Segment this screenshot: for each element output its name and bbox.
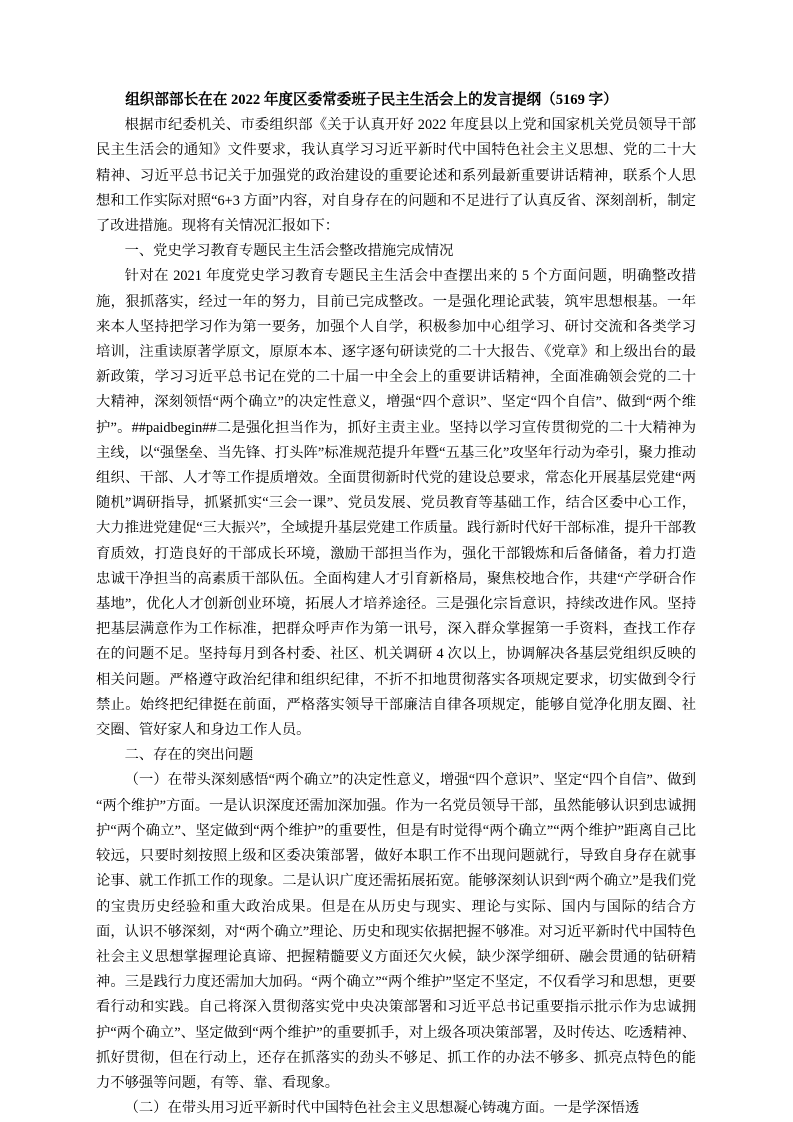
heading-section-one: 一、党史学习教育专题民主生活会整改措施完成情况 <box>124 243 454 260</box>
paragraph-section-two-item-one: （一）在带头深刻感悟“两个确立”的决定性意义，增强“四个意识”、坚定“四个自信”、做到“两个维护”方面。一是认识深度还需加深加强。作为一名党员领导干部，虽然能够认识到忠诚拥护“两个确立”、坚定做到“两个维护”的重要性，但是有时觉得“两个确立”“两个维护”距离自己比较远，只要时刻按照上级和区委决策部署，做好本职工作不出现问题就行，导致自身存在就事论事、就工作抓工作的现象。二是认识广度还需拓展拓宽。能够深刻认识到“两个确立”是我们党的宝贵历史经验和重大政治成果。但是在从历史与现实、理论与实际、国内与国际的结合方面，认识不够深刻，对“两个确立”理论、历史和现实依据把握不够准。对习近平新时代中国特色社会主义思想掌握理论真谛、把握精髓要义方面还欠火候，缺少深学细研、融会贯通的钻研精神。三是践行力度还需加大加码。“两个确立”“两个维护”坚定不坚定，不仅看学习和思想，更要看行动和实践。自己将深入贯彻落实党中央决策部署和习近平总书记重要指示批示作为忠诚拥护“两个确立”、坚定做到“两个维护”的重要抓手，对上级各项决策部署，及时传达、吃透精神、抓好贯彻，但在行动上，还存在抓落实的劲头不够足、抓工作的办法不够多、抓亮点特色的能力不够强等问题，有等、靠、看现象。 <box>96 772 696 1091</box>
document-title: 组织部部长在在 2022 年度区委常委班子民主生活会上的发言提纲（5169 字） <box>125 92 618 108</box>
paragraph-section-two-item-two: （二）在带头用习近平新时代中国特色社会主义思想凝心铸魂方面。一是学深悟透 <box>124 1100 640 1117</box>
heading-section-two: 二、存在的突出问题 <box>124 747 254 764</box>
paragraph-section-one-body: 针对在 2021 年度党史学习教育专题民主生活会中查摆出来的 5 个方面问题，明确整改措施，狠抓落实，经过一年的努力，目前已完成整改。一是强化理论武装，筑牢思想根基。一年来本人坚持把学习作为第一要务，加强个人自学，积极参加中心组学习、研讨交流和各类学习培训，注重读原著学原文，原原本本、逐字逐句研读党的二十大报告、《党章》和上级出台的最新政策，学习习近平总书记在党的二十届一中全会上的重要讲话精神，全面准确领会党的二十大精神，深刻领悟“两个确立”的决定性意义，增强“四个意识”、坚定“四个自信”、做到“两个维护”。##paidbegin##二是强化担当作为，抓好主责主业。坚持以学习宣传贯彻党的二十大精神为主线，以“强堡垒、当先锋、打头阵”标准规范提升年暨“五基三化”攻坚年行动为牵引，聚力推动组织、干部、人才等工作提质增效。全面贯彻新时代党的建设总要求，常态化开展基层党建“两随机”调研指导，抓紧抓实“三会一课”、党员发展、党员教育等基础工作，结合区委中心工作，大力推进党建促“三大振兴”，全域提升基层党建工作质量。践行新时代好干部标准，提升干部教育质效，打造良好的干部成长环境，激励干部担当作为，强化干部锻炼和后备储备，着力打造忠诚干净担当的高素质干部队伍。全面构建人才引育新格局，聚焦校地合作，共建“产学研合作基地”，优化人才创新创业环境，拓展人才培养途径。三是强化宗旨意识，持续改进作风。坚持把基层满意作为工作标准，把群众呼声作为第一讯号，深入群众掌握第一手资料，查找工作存在的问题不足。坚持每月到各村委、社区、机关调研 4 次以上，协调解决各基层党组织反映的相关问题。严格遵守政治纪律和组织纪律，不折不扣地贯彻落实各项规定要求，切实做到令行禁止。始终把纪律挺在前面，严格落实领导干部廉洁自律各项规定，能够自觉净化朋友圈、社交圈、管好家人和身边工作人员。 <box>96 268 696 739</box>
paragraph-intro: 根据市纪委机关、市委组织部《关于认真开好 2022 年度县以上党和国家机关党员领导干部民主生活会的通知》文件要求，我认真学习习近平新时代中国特色社会主义思想、党的二十大精神、习近平总书记关于加强党的政治建设的重要论述和系列最新重要讲话精神，联系个人思想和工作实际对照“6+3 方面”内容，对自身存在的问题和不足进行了认真反省、深刻剖析，制定了改进措施。现将有关情况汇报如下： <box>96 117 696 235</box>
document-body <box>96 88 696 1121</box>
